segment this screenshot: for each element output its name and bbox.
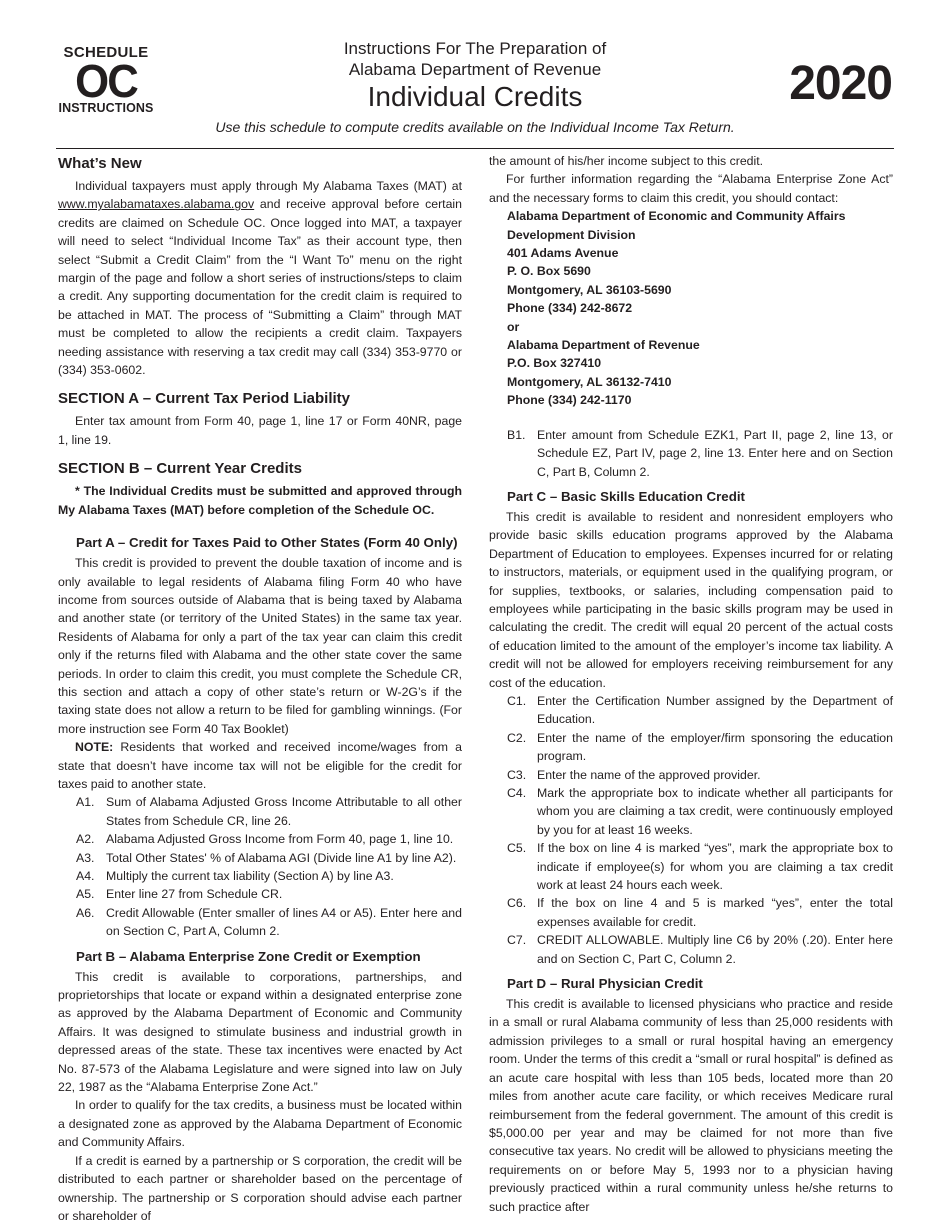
list-item: A2. Alabama Adjusted Gross Income from Form 40, page 1, line 10. <box>76 832 454 847</box>
title-line-1: Instructions For The Preparation of <box>343 39 607 58</box>
list-item: C4. Mark the appropriate box to indicate whether all participants for whom you are claiming a tax credit, were continuously employed by you for at least 16 weeks. <box>507 786 893 837</box>
page-title: Individual Credits <box>367 81 583 112</box>
section-a-heading: SECTION A – Current Tax Period Liability <box>58 390 350 408</box>
part-b-paragraph-1: This credit is available to corporations, partnerships, and proprietorships that locate or expand within a designated enterprise zone as approved by the Alabama Department of Economic and Community Affairs. It was designed to stimulate business and industrial growth in depressed areas of the state. These tax incentives were enacted by Act No. 87-573 of the Alabama Legislature and were signed into law on July 22, 1987 as the “Alabama Enterprise Zone Act.” <box>58 969 462 1095</box>
address-line: P. O. Box 5690 <box>507 264 591 279</box>
list-item: C6. If the box on line 4 and 5 is marked “yes”, enter the total expenses available for credit. <box>507 896 893 929</box>
address-line: Montgomery, AL 36132-7410 <box>507 374 672 389</box>
tax-year: 2020 <box>789 57 892 110</box>
part-d-text: This credit is available to licensed physicians who practice and reside in a small or rural Alabama community of less than 25,000 residents with admission privileges to a small or rural hospital having an emergency room. Under the terms of this credit a “small or rural hospital” is defined as an acute care hospital with less than 105 beds, located more than 20 miles from another acute care facility, or which receives Medicare rural reimbursement from the federal government. The amount of this credit is $5,000.00 per year and may be claimed for not more than five consecutive tax years. No credit will be allowed to physicians meeting the requirements on or before May 5, 1993 nor to a physician having previously practiced within a rural community unless he/she returns to such practice after <box>489 997 893 1214</box>
left-column <box>58 152 462 1225</box>
part-b-heading: Part B – Alabama Enterprise Zone Credit or Exemption <box>76 948 421 964</box>
list-item: A4. Multiply the current tax liability (Section A) by line A3. <box>76 869 394 883</box>
schedule-instructions-label: INSTRUCTIONS <box>58 101 154 115</box>
schedule-label: SCHEDULE <box>63 44 149 61</box>
address-line: Montgomery, AL 36103-5690 <box>507 282 672 297</box>
address-line: Alabama Department of Revenue <box>507 338 700 353</box>
address-line: 401 Adams Avenue <box>507 246 619 261</box>
title-line-2: Alabama Department of Revenue <box>348 60 602 79</box>
part-a-text: This credit is provided to prevent the double taxation of income and is only available to legal residents of Alabama filing Form 40 who have income from sources outside of Alabama that is being taxed by Alabama and another state (or territory of the United States) in the same tax year. Residents of Alabama for only a part of the tax year can claim this credit only if the returns filed with Alabama and the other state cover the same periods. In order to claim this credit, you must complete the Schedule CR, this section and attach a copy of other state’s return or W-2G’s if the taxing state does not allow a return to be filed for gambling winnings. (For more instruction see Form 40 Tax Booklet) <box>58 556 462 736</box>
part-a-heading: Part A – Credit for Taxes Paid to Other States (Form 40 Only) <box>76 535 458 551</box>
whats-new-heading: What’s New <box>58 155 142 172</box>
list-item: C1. Enter the Certification Number assigned by the Department of Education. <box>507 693 893 727</box>
part-d-heading: Part D – Rural Physician Credit <box>507 976 703 992</box>
whats-new-paragraph: Individual taxpayers must apply through My Alabama Taxes (MAT) at www.myalabamataxes.alabama.gov and receive approval before certain credits are claimed on Schedule OC. Once logged into MAT, a taxpayer will need to select “Individual Income Tax” as their account type, then select “Submit a Credit Claim” from the “I Want To” menu on the right margin of the page and follow a short series of instructions/steps to claim a credit. Any supporting documentation for the credit claim is required to be attached in MAT. The process of “Submitting a Claim” through MAT must be completed to allow the recipients a credit claim. Taxpayers needing assistance with reserving a tax credit may call (334) 353-9770 or (334) 353-0602. <box>58 179 462 378</box>
section-b-heading: SECTION B – Current Year Credits <box>58 460 302 478</box>
document-title <box>200 38 750 137</box>
part-c-list <box>507 692 893 968</box>
part-b-list <box>507 426 893 481</box>
list-item: A3. Total Other States' % of Alabama AGI (Divide line A1 by line A2). <box>76 850 457 865</box>
list-item: C2. Enter the name of the employer/firm sponsoring the education program. <box>507 730 893 764</box>
address-line: Alabama Department of Economic and Community Affairs <box>507 209 846 224</box>
contact-address <box>507 207 893 409</box>
list-item: B1. Enter amount from Schedule EZK1, Part II, page 2, line 13, or Schedule EZ, Part IV, page 2, line 13. Enter here and on Section C, Part B, Column 2. <box>507 427 893 479</box>
schedule-block <box>56 44 156 116</box>
further-info-text: For further information regarding the “Alabama Enterprise Zone Act” and the necessary forms to claim this credit, you should contact: <box>489 172 893 205</box>
schedule-code: OC <box>75 55 137 107</box>
list-item: A5. Enter line 27 from Schedule CR. <box>76 887 283 902</box>
right-column <box>489 152 893 1216</box>
list-item: A6. Credit Allowable (Enter smaller of lines A4 or A5). Enter here and on Section C, Part A, Column 2. <box>76 905 462 939</box>
list-item: A1. Sum of Alabama Adjusted Gross Income Attributable to all other States from Schedule CR, line 26. <box>76 795 462 828</box>
note-paragraph: NOTE: Residents that worked and received income/wages from a state that doesn’t have income tax will not be eligible for the credit for taxes paid to another state. <box>58 740 462 791</box>
part-a-list <box>76 793 462 940</box>
subtitle: Use this schedule to compute credits available on the Individual Income Tax Return. <box>215 119 735 135</box>
part-c-text: This credit is available to resident and nonresident employers who provide basic skills education programs approved by the Alabama Department of Education to employees. Expenses incurred for or relating to instructors, materials, or equipment used in the qualifying program, or for supplies, textbooks, or salaries, including compensation paid to employees while participating in the basic skills program may be used in calculating the credit. The credit will equal 20 percent of the actual costs of education limited to the amount of the employer’s income tax liability. A credit will not be allowed for employers receiving reimbursement for any cost of the education. <box>489 509 893 690</box>
part-c-heading: Part C – Basic Skills Education Credit <box>507 488 745 504</box>
list-item: C5. If the box on line 4 is marked “yes”, mark the appropriate box to indicate if employee(s) for whom you are claiming a tax credit work at least 24 hours each week. <box>507 841 893 893</box>
address-line: Phone (334) 242-1170 <box>507 393 632 408</box>
mat-link[interactable]: www.myalabamataxes.alabama.gov <box>58 197 255 212</box>
list-item: C7. CREDIT ALLOWABLE. Multiply line C6 by 20% (.20). Enter here and on Section C, Part C, Column 2. <box>507 933 893 966</box>
address-line: Phone (334) 242-8672 <box>507 301 633 316</box>
address-line: Development Division <box>507 227 636 242</box>
section-a-text: Enter tax amount from Form 40, page 1, line 17 or Form 40NR, page 1, line 19. <box>58 414 462 447</box>
header-divider <box>56 148 894 149</box>
address-line: or <box>507 319 520 334</box>
part-b-paragraph-2: In order to qualify for the tax credits, a business must be located within a designated zone as approved by the Alabama Department of Economic and Community Affairs. <box>58 1098 462 1150</box>
address-line: P.O. Box 327410 <box>507 356 602 371</box>
continued-text: the amount of his/her income subject to this credit. <box>489 154 764 168</box>
section-b-note: * The Individual Credits must be submitted and approved through My Alabama Taxes (MAT) before completion of the Schedule OC. <box>58 484 462 517</box>
part-b-paragraph-3: If a credit is earned by a partnership or S corporation, the credit will be distributed to each partner or shareholder based on the percentage of ownership. The partnership or S corporation should advise each partner or shareholder of <box>58 1153 462 1223</box>
note-label: NOTE: <box>75 740 114 755</box>
list-item: C3. Enter the name of the approved provider. <box>507 767 761 782</box>
